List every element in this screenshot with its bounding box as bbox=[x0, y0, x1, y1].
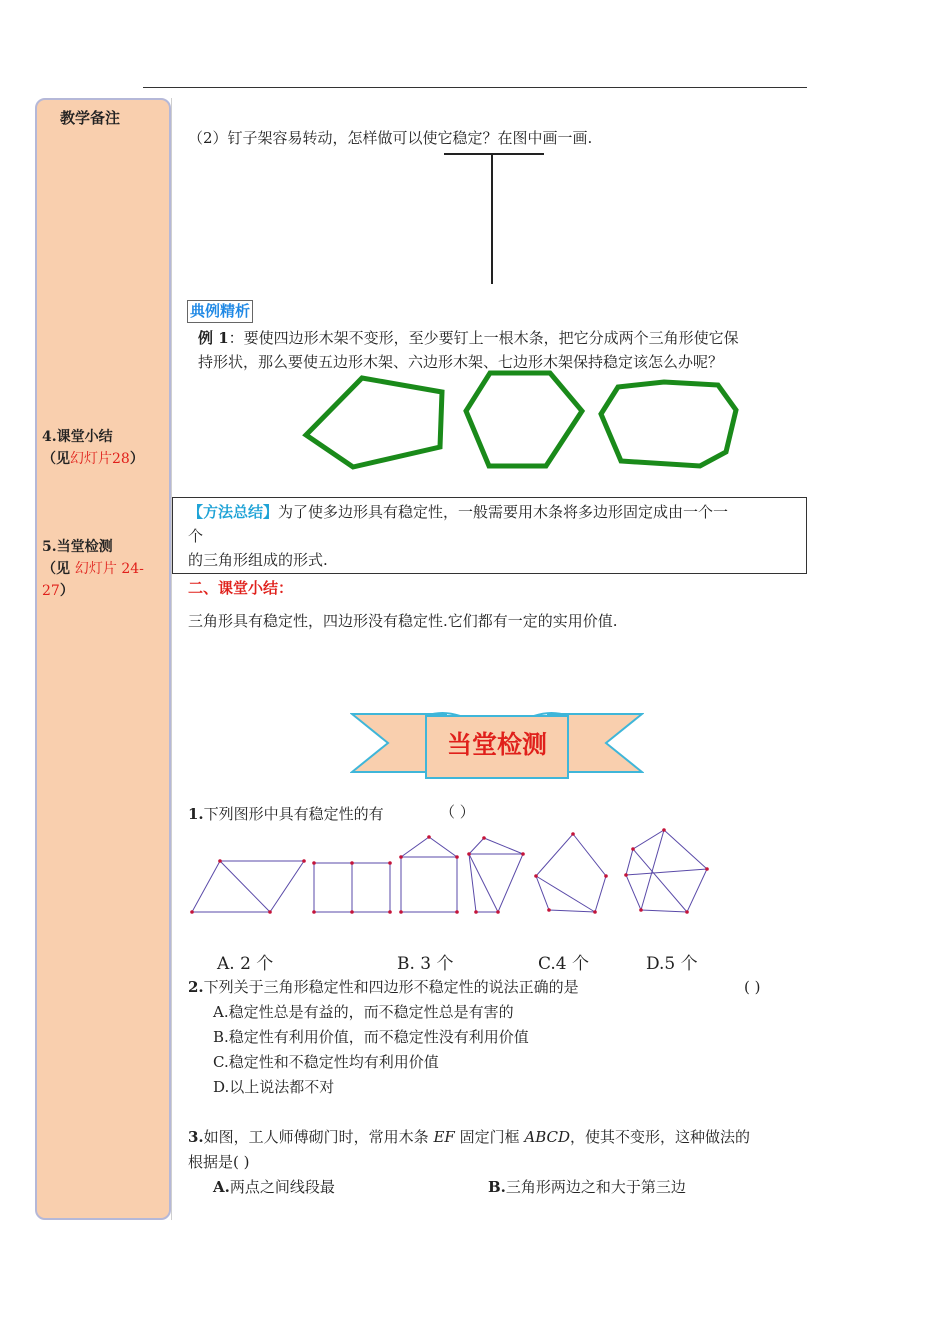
example-text-1: ：要使四边形木架不变形，至少要钉上一根木条，把它分成两个三角形使它保 bbox=[228, 329, 739, 347]
column-divider bbox=[171, 98, 172, 1220]
ref-slide: 幻灯片28 bbox=[70, 451, 130, 467]
method-text-1: 为了使多边形具有稳定性，一般需要用木条将多边形固定成由一个一 bbox=[278, 503, 729, 521]
house-shape bbox=[401, 837, 457, 912]
heptagon-frame bbox=[601, 382, 736, 466]
q3-option-a bbox=[213, 1175, 335, 1199]
example-line-2: 持形状，那么要使五边形木架、六边形木架、七边形木架保持稳定该怎么办呢？ bbox=[198, 353, 724, 371]
q1-option-a: A. 2 个 bbox=[217, 954, 274, 974]
q3-text-c: ，使其不变形，这种做法的 bbox=[570, 1128, 751, 1146]
hexagon-frame bbox=[466, 373, 582, 466]
q2-bracket: ( ) bbox=[744, 978, 761, 996]
sidebar-test-ref-2 bbox=[42, 580, 74, 602]
q3-option-b bbox=[488, 1175, 686, 1199]
example-line-1 bbox=[198, 326, 739, 350]
rectangle-divided bbox=[314, 863, 390, 912]
q3-ef: EF bbox=[433, 1128, 455, 1146]
sidebar-test-ref bbox=[42, 558, 168, 580]
q3-line-1 bbox=[188, 1125, 750, 1149]
ref-prefix: （见 bbox=[42, 561, 70, 577]
q3-option-a-label: A. bbox=[213, 1178, 230, 1196]
q1-text: 下列图形中具有稳定性的有 bbox=[203, 805, 384, 823]
example-label: 例 1 bbox=[198, 329, 229, 347]
q3-text-b: 固定门框 bbox=[454, 1128, 525, 1146]
q2-option-c: C.稳定性和不稳定性均有利用价值 bbox=[213, 1053, 439, 1071]
method-line-1 bbox=[188, 500, 728, 524]
q1-option-c: C.4 个 bbox=[538, 954, 590, 974]
parallelogram-with-diagonal bbox=[192, 861, 304, 912]
pentagon-frame bbox=[306, 378, 442, 467]
hexagon-triangulated bbox=[626, 830, 707, 912]
q1-option-d: D.5 个 bbox=[646, 954, 698, 974]
trapezoid-triangulated bbox=[469, 838, 523, 912]
q2-text: 下列关于三角形稳定性和四边形不稳定性的说法正确的是 bbox=[203, 978, 579, 996]
example-tag: 典例精析 bbox=[187, 300, 253, 323]
q3-abcd: ABCD bbox=[524, 1128, 570, 1146]
q2-line bbox=[188, 975, 579, 999]
ref-slide: 幻灯片 24- bbox=[74, 561, 144, 577]
q3-option-b-label: B. bbox=[488, 1178, 506, 1196]
pentagon-one-diagonal bbox=[536, 834, 606, 912]
teaching-notes-sidebar bbox=[35, 98, 171, 1220]
q2-option-b: B.稳定性有利用价值，而不稳定性没有利用价值 bbox=[213, 1028, 529, 1046]
nail-frame-figure bbox=[440, 150, 550, 290]
q1-num: 1. bbox=[188, 805, 204, 823]
q2-option-a: A.稳定性总是有益的，而不稳定性总是有害的 bbox=[213, 1003, 514, 1021]
q3-num: 3. bbox=[188, 1128, 204, 1146]
sidebar-summary-label: 4.课堂小结 bbox=[42, 429, 113, 445]
ref-prefix: （见 bbox=[42, 451, 70, 467]
method-line-3: 的三角形组成的形式. bbox=[188, 551, 328, 569]
q2-num: 2. bbox=[188, 978, 204, 996]
q1-figures bbox=[186, 826, 716, 922]
q3-text-a: 如图，工人师傅砌门时，常用木条 bbox=[203, 1128, 434, 1146]
sidebar-summary-ref bbox=[42, 448, 144, 470]
q1-line bbox=[188, 802, 384, 826]
sidebar-title: 教学备注 bbox=[60, 109, 121, 127]
q3-line-2: 根据是( ) bbox=[188, 1153, 250, 1171]
method-tag: 【方法总结】 bbox=[188, 503, 279, 521]
q1-option-b: B. 3 个 bbox=[397, 954, 454, 974]
summary-heading: 二、课堂小结： bbox=[188, 579, 294, 597]
sidebar-test-label: 5.当堂检测 bbox=[42, 539, 113, 555]
q3-option-b-text: 三角形两边之和大于第三边 bbox=[505, 1178, 686, 1196]
ref-suffix: ） bbox=[129, 451, 144, 467]
q1-bracket: （ ） bbox=[440, 803, 475, 821]
ref-suffix: ） bbox=[59, 583, 74, 599]
ref-slide-end: 27 bbox=[42, 583, 60, 599]
method-line-2: 个 bbox=[188, 527, 204, 545]
q3-option-a-text: 两点之间线段最 bbox=[229, 1178, 335, 1196]
nail-frame-question: （2）钉子架容易转动，怎样做可以使它稳定？在图中画一画. bbox=[188, 129, 593, 147]
header-rule bbox=[143, 87, 807, 88]
summary-text: 三角形具有稳定性，四边形没有稳定性.它们都有一定的实用价值. bbox=[188, 612, 618, 630]
banner-title: 当堂检测 bbox=[446, 730, 547, 759]
q2-option-d: D.以上说法都不对 bbox=[213, 1078, 335, 1096]
polygon-frames-figure bbox=[296, 365, 746, 480]
